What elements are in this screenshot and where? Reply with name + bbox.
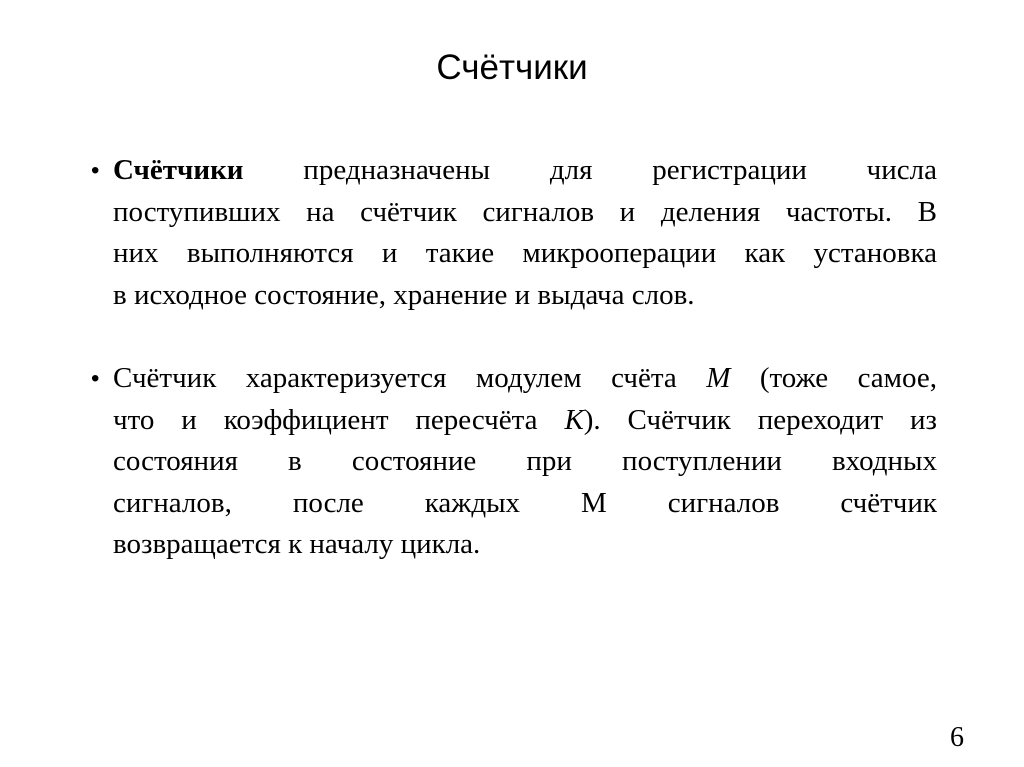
text-line: поступивших на счётчик сигналов и деления частоты. В <box>113 195 937 228</box>
text-line: состояния в состояние при поступлении входных <box>113 445 937 477</box>
bullet-icon: • <box>91 157 100 184</box>
slide-title: Счётчики <box>436 48 588 87</box>
bullet-paragraph <box>91 150 937 316</box>
text-line: возвращается к началу цикла. <box>113 528 481 560</box>
text-line: в исходное состояние, хранение и выдача слов. <box>113 278 695 311</box>
text-line: сигналов, после каждых М сигналов счётчик <box>113 486 937 519</box>
bold-term: Счётчики <box>113 154 244 186</box>
text-line: Счётчики предназначены для регистрации числа <box>113 154 937 186</box>
text-line: что и коэффициент пересчёта К). Счётчик переходит из <box>113 403 937 436</box>
text-line: Счётчик характеризуется модулем счёта М (тоже самое, <box>113 362 937 394</box>
bullet-icon: • <box>91 365 100 392</box>
page-number: 6 <box>950 722 964 753</box>
bullet-paragraph <box>91 358 937 566</box>
text-line: них выполняются и такие микрооперации как установка <box>113 237 937 269</box>
